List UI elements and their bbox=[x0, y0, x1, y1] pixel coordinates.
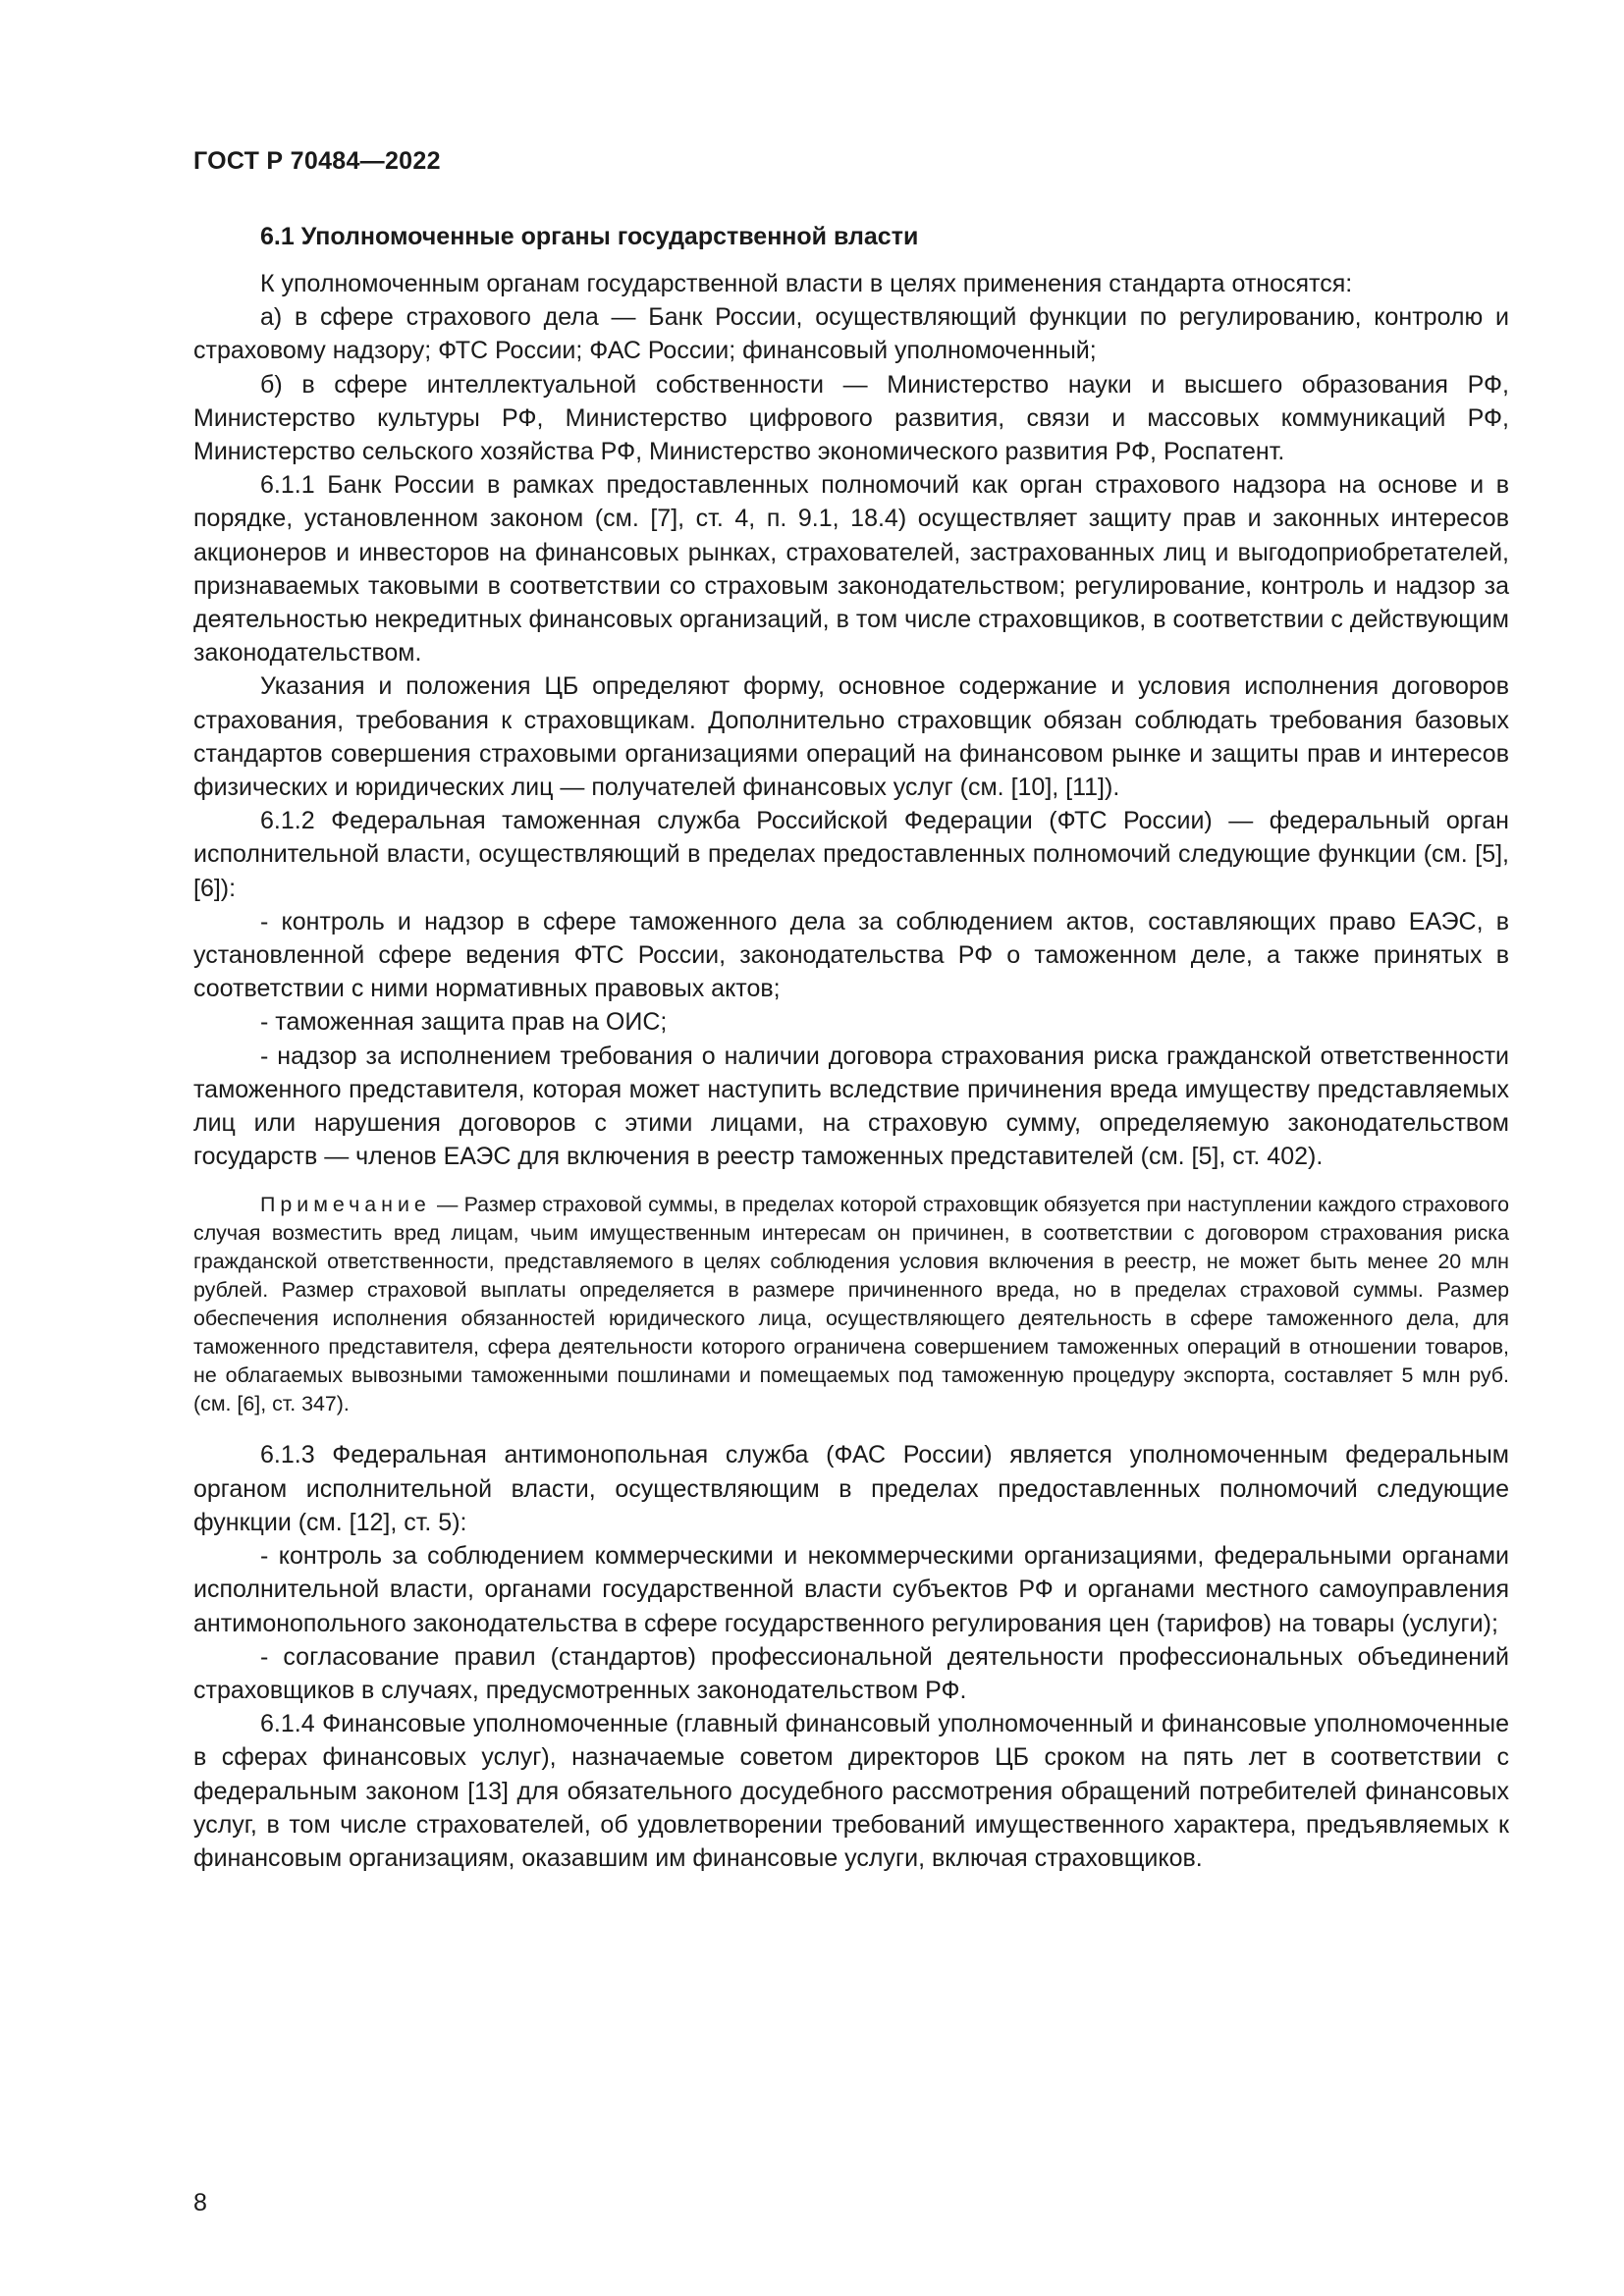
note-text: — Размер страховой суммы, в пределах которой страховщик обязуется при наступлении каждого страхового случая возместить вред лицам, чьим имущественным интересам он причинен, в соответствии с договором страхования риска гражданской ответственности, представляемого в целях соблюдения условия включения в реестр, не может быть менее 20 млн рублей. Размер страховой выплаты определяется в размере причиненного вреда, но в пределах страховой суммы. Размер обеспечения исполнения обязанностей юридического лица, осуществляющего деятельность в сфере таможенного дела, для таможенного представителя, сфера деятельности которого ограничена совершением таможенных операций в отношении товаров, не облагаемых вывозными таможенными пошлинами и помещаемых под таможенную процедуру экспорта, составляет 5 млн руб. (см. [6], ст. 347). bbox=[193, 1193, 1509, 1416]
note-block bbox=[193, 1191, 1509, 1418]
list-item-standards-approval: - согласование правил (стандартов) профессиональной деятельности профессиональных объединений страховщиков в случаях, предусмотренных законодательством РФ. bbox=[193, 1642, 1509, 1704]
list-item-antimonopoly-control: - контроль за соблюдением коммерческими и некоммерческими организациями, федеральными органами исполнительной власти, органами государственной власти субъектов РФ и органами местного самоуправления антимонопольного законодательства в сфере государственного регулирования цен (тарифов) на товары (услуги); bbox=[193, 1542, 1509, 1637]
section-title: 6.1 Уполномоченные органы государственной власти bbox=[260, 223, 919, 250]
page-number: 8 bbox=[193, 2189, 207, 2216]
note-label: Примечание bbox=[260, 1193, 431, 1217]
list-item-insurance-supervision: - надзор за исполнением требования о наличии договора страхования риска гражданской ответственности таможенного представителя, которая может наступить вследствие причинения вреда имуществу представляемых лиц или нарушения договоров с этими лицами, на страховую сумму, определяемую законодательством государств — членов ЕАЭС для включения в реестр таможенных представителей (см. [5], ст. 402). bbox=[193, 1041, 1509, 1171]
paragraph-cb-instructions: Указания и положения ЦБ определяют форму, основное содержание и условия исполнения договоров страхования, требования к страховщикам. Дополнительно страховщик обязан соблюдать требования базовых стандартов совершения страховыми организациями операций на финансовом рынке и защиты прав и интересов физических и юридических лиц — получателей финансовых услуг (см. [10], [11]). bbox=[193, 672, 1509, 802]
document-header: ГОСТ Р 70484—2022 bbox=[193, 147, 441, 175]
list-item-customs-control: - контроль и надзор в сфере таможенного дела за соблюдением актов, составляющих право ЕАЭС, в установленной сфере ведения ФТС России, законодательства РФ о таможенном деле, а также принятых в соответствии с ними нормативных правовых актов; bbox=[193, 907, 1509, 1003]
document-body bbox=[193, 220, 1509, 1875]
paragraph-item-a: а) в сфере страхового дела — Банк России, осуществляющий функции по регулированию, контролю и страховому надзору; ФТС России; ФАС России; финансовый уполномоченный; bbox=[193, 303, 1509, 365]
list-item-customs-protection: - таможенная защита прав на ОИС; bbox=[260, 1008, 668, 1037]
paragraph-6-1-2: 6.1.2 Федеральная таможенная служба Российской Федерации (ФТС России) — федеральный орган исполнительной власти, осуществляющий в пределах предоставленных полномочий следующие функции (см. [5], [6]): bbox=[193, 807, 1509, 902]
paragraph-6-1-3: 6.1.3 Федеральная антимонопольная служба (ФАС России) является уполномоченным федеральным органом исполнительной власти, осуществляющим в пределах предоставленных полномочий следующие функции (см. [12], ст. 5): bbox=[193, 1441, 1509, 1536]
paragraph-6-1-1: 6.1.1 Банк России в рамках предоставленных полномочий как орган страхового надзора на основе и в порядке, установленном законом (см. [7], ст. 4, п. 9.1, 18.4) осуществляет защиту прав и законных интересов акционеров и инвесторов на финансовых рынках, страхователей, застрахованных лиц и выгодоприобретателей, признаваемых таковыми в соответствии со страховым законодательством; регулирование, контроль и надзор за деятельностью некредитных финансовых организаций, в том числе страховщиков, в соответствии с действующим законодательством. bbox=[193, 471, 1509, 667]
paragraph-intro: К уполномоченным органам государственной власти в целях применения стандарта относятся: bbox=[260, 270, 1353, 297]
paragraph-6-1-4: 6.1.4 Финансовые уполномоченные (главный финансовый уполномоченный и финансовые уполномоченные в сферах финансовых услуг), назначаемые советом директоров ЦБ сроком на пять лет в соответствии с федеральным законом [13] для обязательного досудебного рассмотрения обращений потребителей финансовых услуг, в том числе страхователей, об удовлетворении требований имущественного характера, предъявляемых к финансовым организациям, оказавшим им финансовые услуги, включая страховщиков. bbox=[193, 1710, 1509, 1872]
paragraph-item-b: б) в сфере интеллектуальной собственности — Министерство науки и высшего образования РФ, Министерство культуры РФ, Министерство цифрового развития, связи и массовых коммуникаций РФ, Министерство сельского хозяйства РФ, Министерство экономического развития РФ, Роспатент. bbox=[193, 370, 1509, 466]
